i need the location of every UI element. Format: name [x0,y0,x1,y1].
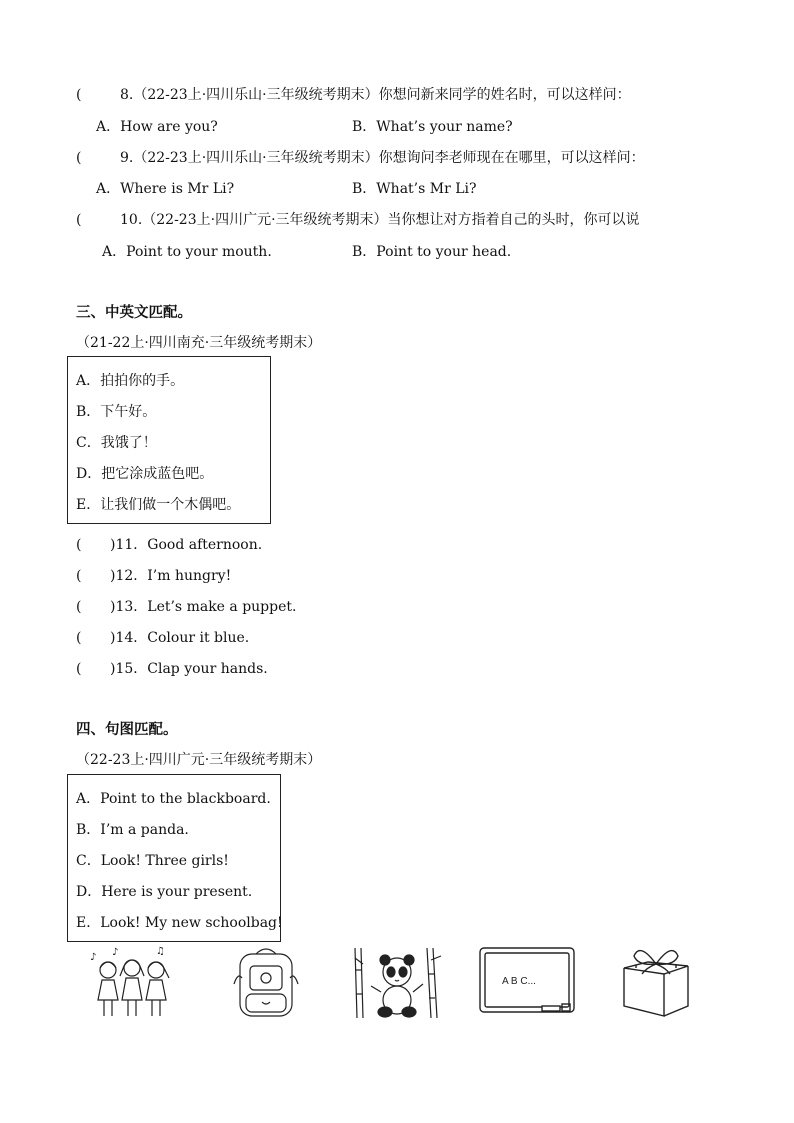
option-b: B．Point to your head. [352,244,512,260]
answer-blank[interactable]: ( [76,568,82,584]
match-item-15 [76,658,268,678]
answer-blank[interactable]: ( [76,212,82,228]
three-girls-picture [88,946,188,1020]
option-line: C．我饿了！ [76,435,157,451]
gift-box-picture [618,940,694,1020]
option-a: A．How are you? [96,119,218,135]
option-a: A．Point to your mouth. [102,244,272,260]
option-line: A．拍拍你的手。 [76,373,185,389]
item-text: )14．Colour it blue. [110,630,250,646]
blackboard-text: A B C... [502,976,536,987]
answer-blank[interactable]: ( [76,661,82,677]
english-options-box [67,774,281,942]
answer-blank[interactable]: ( [76,150,82,166]
question-10 [76,209,640,229]
answer-blank[interactable]: ( [76,599,82,615]
question-text: 9.（22-23上·四川乐山·三年级统考期末）你想询问李老师现在在哪里，可以这样问： [120,150,645,166]
answer-blank[interactable]: ( [76,630,82,646]
item-text: )11．Good afternoon. [110,537,263,553]
answer-blank[interactable]: ( [76,537,82,553]
option-line: C．Look! Three girls! [76,853,229,869]
panda-picture [345,944,445,1020]
option-line: D．把它涂成蓝色吧。 [76,466,214,482]
option-line: E．让我们做一个木偶吧。 [76,497,241,513]
item-text: )13．Let’s make a puppet. [110,599,297,615]
option-b: B．What’s Mr Li? [352,181,477,197]
blackboard-picture [476,944,578,1020]
match-item-14 [76,627,249,647]
section-4-heading: 四、句图匹配。 [76,721,178,738]
item-text: )15．Clap your hands. [110,661,268,677]
option-a: A．Where is Mr Li? [96,181,235,197]
option-line: B．I’m a panda. [76,822,189,838]
svg-text:♫: ♫ [156,946,165,957]
section-3-heading: 三、中英文匹配。 [76,304,192,321]
section-4-source: （22-23上·四川广元·三年级统考期末） [76,752,322,768]
answer-blank[interactable]: ( [76,87,82,103]
question-8 [76,84,631,104]
question-9 [76,147,645,167]
option-line: A．Point to the blackboard. [76,791,271,807]
match-item-12 [76,565,231,585]
question-text: 10.（22-23上·四川广元·三年级统考期末）当你想让对方指着自己的头时，你可以说 [120,212,640,228]
question-text: 8.（22-23上·四川乐山·三年级统考期末）你想问新来同学的姓名时，可以这样问： [120,87,631,103]
section-3-source: （21-22上·四川南充·三年级统考期末） [76,335,322,351]
option-line: E．Look! My new schoolbag! [76,915,283,931]
match-item-11 [76,534,262,554]
svg-text:♪: ♪ [112,947,119,958]
svg-text:♪: ♪ [90,952,97,963]
option-line: B．下午好。 [76,404,157,420]
match-item-13 [76,596,296,616]
item-text: )12．I’m hungry! [110,568,232,584]
option-b: B．What’s your name? [352,119,513,135]
schoolbag-picture [232,944,300,1022]
option-line: D．Here is your present. [76,884,253,900]
chinese-options-box [67,356,271,524]
